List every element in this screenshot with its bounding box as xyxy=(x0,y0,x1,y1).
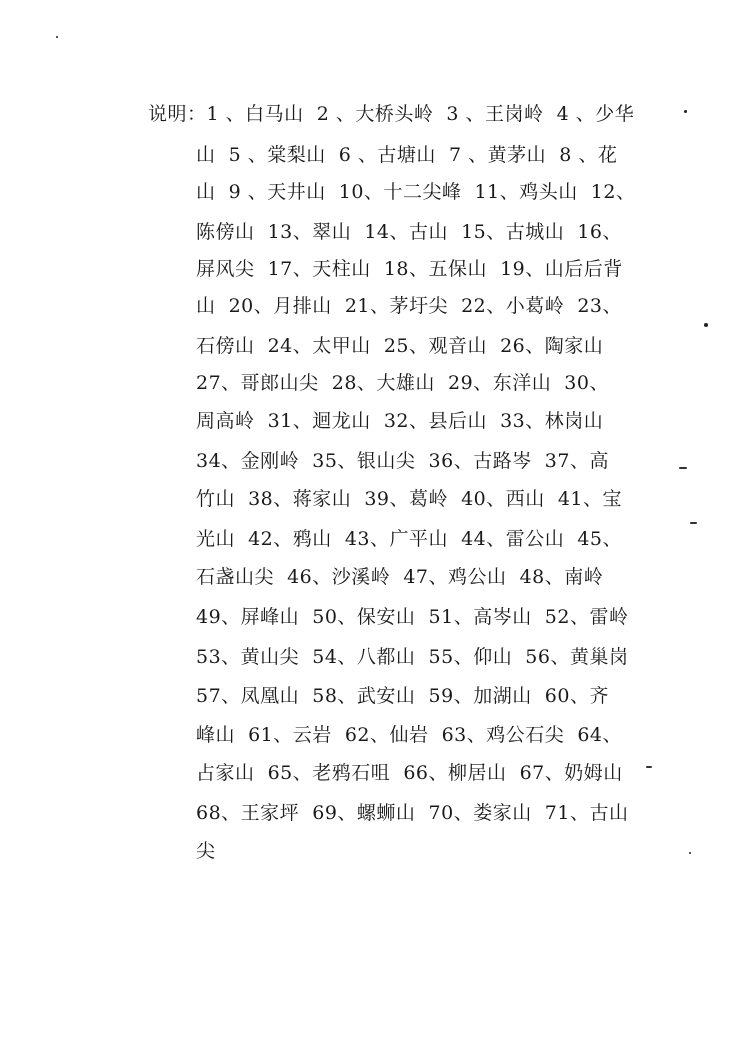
note-line-8: 27、哥郎山尖 28、大雄山 29、东洋山 30、 xyxy=(196,372,609,394)
note-line-5: 屏风尖 17、天柱山 18、五保山 19、山后后背 xyxy=(196,258,623,280)
note-line-2: 山 5 、棠梨山 6 、古塘山 7 、黄茅山 8 、花 xyxy=(196,144,618,166)
note-line-1: 说明：1 、白马山 2 、大桥头岭 3 、王岗岭 4 、少华 xyxy=(148,103,635,125)
note-line-15: 53、黄山尖 54、八都山 55、仰山 56、黄巢岗 xyxy=(196,646,629,668)
note-line-20: 尖 xyxy=(196,840,216,862)
note-line-10: 34、金刚岭 35、银山尖 36、古路岑 37、高 xyxy=(196,450,609,472)
note-line-7: 石傍山 24、太甲山 25、观音山 26、陶家山 xyxy=(196,335,604,357)
scan-speck xyxy=(56,36,58,38)
note-line-14: 49、屏峰山 50、保安山 51、高岑山 52、雷岭 xyxy=(196,606,629,628)
note-line-12: 光山 42、鸦山 43、广平山 44、雷公山 45、 xyxy=(196,528,623,550)
scan-speck xyxy=(684,110,687,113)
scan-speck xyxy=(704,323,708,327)
note-line-19: 68、王家坪 69、螺蛳山 70、娄家山 71、古山 xyxy=(196,802,629,824)
note-line-13: 石盏山尖 46、沙溪岭 47、鸡公山 48、南岭 xyxy=(196,566,604,588)
note-line-11: 竹山 38、蒋家山 39、葛岭 40、西山 41、宝 xyxy=(196,488,623,510)
scan-speck xyxy=(689,852,691,854)
note-line-3: 山 9 、天井山 10、十二尖峰 11、鸡头山 12、 xyxy=(196,181,636,203)
note-line-16: 57、凤凰山 58、武安山 59、加湖山 60、齐 xyxy=(196,685,609,707)
scan-mark xyxy=(690,522,697,524)
note-line-6: 山 20、月排山 21、茅圩尖 22、小葛岭 23、 xyxy=(196,295,623,317)
note-line-17: 峰山 61、云岩 62、仙岩 63、鸡公石尖 64、 xyxy=(196,724,623,746)
scan-mark xyxy=(679,467,687,469)
note-line-18: 占家山 65、老鸦石咀 66、柳居山 67、奶姆山 xyxy=(196,762,623,784)
note-line-9: 周高岭 31、迴龙山 32、县后山 33、林岗山 xyxy=(196,410,604,432)
scan-mark xyxy=(646,766,652,768)
note-line-4: 陈傍山 13、翠山 14、古山 15、古城山 16、 xyxy=(196,221,623,243)
